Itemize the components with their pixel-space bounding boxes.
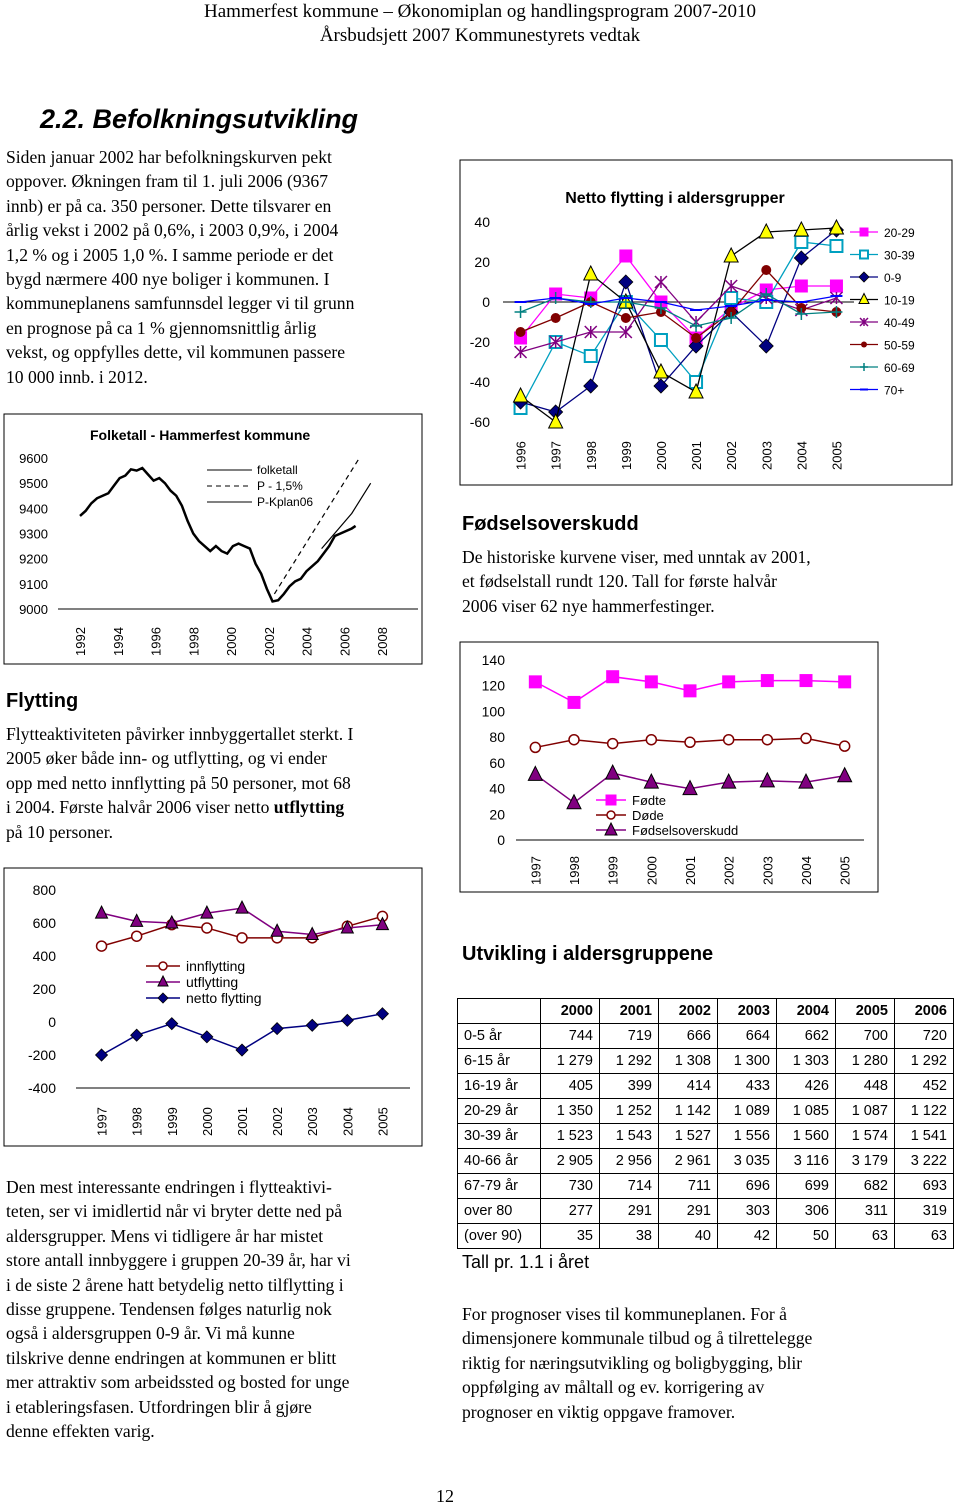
text-line: også i aldersgruppen 0-9 år. Vi må kunne	[6, 1323, 295, 1344]
x-tick-label: 1998	[567, 856, 582, 885]
y-tick-label: 20	[489, 806, 505, 823]
x-tick-label: 2005	[829, 441, 845, 470]
x-tick-label: 2008	[375, 627, 390, 656]
data-point	[376, 1008, 388, 1020]
table-cell: 711	[659, 1174, 718, 1199]
data-point	[551, 313, 561, 323]
table-cell: 277	[541, 1199, 600, 1224]
data-point	[801, 733, 811, 743]
y-tick-label: 120	[481, 677, 505, 694]
x-tick-label: 2001	[235, 1107, 250, 1136]
x-tick-label: 2000	[653, 441, 669, 470]
text-line: Flytteaktiviteten påvirker innbyggertallet sterkt. I	[6, 724, 354, 744]
text-line: i de siste 2 årene hatt betydelig netto tilflytting i	[6, 1274, 344, 1295]
table-cell: 433	[718, 1074, 777, 1099]
y-tick-label: 200	[32, 981, 56, 997]
data-point	[341, 1014, 353, 1026]
x-tick-label: 2006	[337, 627, 353, 656]
table-cell: 291	[600, 1199, 659, 1224]
y-tick-label: 600	[32, 915, 56, 931]
y-tick-label: 9100	[19, 576, 48, 592]
data-point	[271, 1023, 283, 1035]
table-header-cell: 2003	[718, 999, 777, 1024]
data-point	[761, 265, 771, 275]
legend-label: 60-69	[884, 361, 915, 375]
series-line	[521, 294, 837, 326]
data-point	[800, 675, 812, 687]
y-tick-label: 9000	[19, 602, 48, 617]
x-tick-label: 1999	[164, 1107, 180, 1136]
table-cell: 1 574	[836, 1124, 895, 1149]
table-cell: 2 961	[659, 1149, 718, 1174]
table-header-cell: 2006	[895, 999, 954, 1024]
text-line: en prognose på ca 1 % gjennomsnittlig årlig	[6, 317, 317, 338]
data-point	[725, 292, 737, 304]
y-tick-label: -60	[469, 414, 490, 430]
data-point	[619, 275, 633, 289]
text-line: dimensjonere kommunale tilbud og å tilrettelegge	[462, 1328, 813, 1349]
y-tick-label: 140	[481, 652, 505, 668]
table-cell: 1 523	[541, 1124, 600, 1149]
legend-label: folketall	[257, 463, 298, 477]
table-cell: 696	[718, 1174, 777, 1199]
legend-label: P-Kplan06	[257, 495, 314, 509]
x-tick-label: 1999	[618, 441, 634, 470]
data-point	[529, 676, 541, 688]
x-tick-label: 1996	[513, 441, 529, 470]
table-cell: 452	[895, 1074, 954, 1099]
x-tick-label: 1999	[605, 856, 621, 885]
y-tick-label: 800	[32, 882, 56, 898]
table-cell: 35	[541, 1224, 600, 1249]
text-line: aldersgrupper. Mens vi tidligere år har mistet	[6, 1225, 324, 1246]
x-tick-label: 2002	[270, 1107, 286, 1136]
text-line: i etableringsfasen. Utfordringen blir å gjøre	[6, 1396, 312, 1417]
table-header-cell: 2001	[600, 999, 659, 1024]
data-point	[585, 350, 597, 362]
row-label: 67-79 år	[458, 1174, 541, 1199]
y-tick-label: -200	[27, 1047, 56, 1063]
x-tick-label: 2005	[837, 856, 853, 885]
legend-marker	[158, 976, 168, 986]
legend-marker	[158, 993, 168, 1003]
legend-marker	[159, 962, 167, 970]
table-cell: 2 956	[600, 1149, 659, 1174]
data-point	[568, 696, 580, 708]
data-point	[621, 313, 631, 323]
table-cell: 38	[600, 1224, 659, 1249]
x-tick-label: 2000	[224, 627, 239, 656]
table-cell: 1 279	[541, 1049, 600, 1074]
document-header-line2: Årsbudsjett 2007 Kommunestyrets vedtak	[319, 25, 641, 46]
data-point	[514, 388, 528, 402]
text-line: vekst, og oppfylles dette, vil kommunen passere	[6, 342, 346, 363]
table-cell: 311	[836, 1199, 895, 1224]
row-label: 16-19 år	[458, 1074, 541, 1099]
x-tick-label: 2000	[644, 856, 660, 885]
data-point	[691, 333, 701, 343]
x-tick-label: 1994	[110, 627, 126, 656]
data-point	[236, 1044, 248, 1056]
table-cell: 730	[541, 1174, 600, 1199]
data-point	[237, 933, 247, 943]
y-tick-label: 0	[48, 1014, 56, 1030]
legend-label: 20-29	[884, 226, 915, 240]
data-point	[684, 685, 696, 697]
x-tick-label: 2004	[340, 1107, 356, 1136]
data-point	[549, 414, 563, 428]
table-header-cell: 2005	[836, 999, 895, 1024]
data-point	[567, 795, 581, 809]
data-point	[515, 306, 527, 318]
x-tick-label: 2004	[799, 856, 814, 885]
table-cell: 1 560	[777, 1124, 836, 1149]
data-point	[795, 280, 807, 292]
series-line	[322, 483, 371, 548]
text-line: 1,2 % og i 2005 1,0 %. I samme periode er det	[6, 244, 334, 265]
text-line: kommuneplanens samfunnsdel legger vi til grunn	[6, 293, 355, 314]
data-point	[646, 735, 656, 745]
data-point	[838, 768, 852, 782]
aldersgrupper-heading: Utvikling i aldersgruppene	[462, 943, 714, 965]
table-cell: 306	[777, 1199, 836, 1224]
data-point	[759, 224, 773, 238]
data-point	[530, 742, 540, 752]
chart-title: Netto flytting i aldersgrupper	[565, 190, 785, 207]
y-tick-label: 9300	[19, 526, 48, 542]
row-label: 6-15 år	[458, 1049, 541, 1074]
flytting-heading: Flytting	[6, 690, 79, 712]
data-point	[722, 774, 736, 788]
table-cell: 1 527	[659, 1124, 718, 1149]
row-label: 0-5 år	[458, 1024, 541, 1049]
x-tick-label: 2001	[683, 856, 698, 885]
data-point	[306, 1019, 318, 1031]
table-cell: 1 087	[836, 1099, 895, 1124]
y-tick-label: -400	[27, 1080, 56, 1096]
data-point	[607, 671, 619, 683]
y-tick-label: 80	[489, 729, 505, 746]
table-cell: 3 179	[836, 1149, 895, 1174]
data-point	[724, 735, 734, 745]
text-line: denne effekten varig.	[6, 1421, 155, 1442]
text-line: riktig for næringsutvikling og boligbygging, blir	[462, 1352, 803, 1373]
data-point	[795, 236, 807, 248]
x-tick-label: 1992	[73, 627, 88, 656]
page-number: 12	[436, 1486, 454, 1506]
y-tick-label: -20	[469, 334, 490, 350]
legend-label: netto flytting	[186, 990, 262, 1006]
table-cell: 63	[836, 1224, 895, 1249]
table-cell: 1 556	[718, 1124, 777, 1149]
table-cell: 1 541	[895, 1124, 954, 1149]
legend-marker	[859, 294, 869, 304]
x-tick-label: 1998	[186, 627, 202, 656]
table-cell: 40	[659, 1224, 718, 1249]
data-point	[645, 676, 657, 688]
y-tick-label: 40	[474, 214, 490, 230]
data-point	[685, 737, 695, 747]
legend-label: Fødte	[632, 793, 666, 808]
data-point	[830, 306, 842, 318]
data-point	[96, 1049, 108, 1061]
series-line	[521, 296, 837, 310]
x-tick-label: 2002	[721, 856, 737, 885]
row-label: (over 90)	[458, 1224, 541, 1249]
table-cell: 414	[659, 1074, 718, 1099]
text-line: Den mest interessante endringen i flytteaktivi-	[6, 1177, 332, 1197]
series-line	[521, 270, 837, 338]
text-line: opp med netto innflytting på 50 personer, mot 68	[6, 772, 351, 793]
table-cell: 1 089	[718, 1099, 777, 1124]
y-tick-label: -40	[469, 374, 490, 390]
text-line: Siden januar 2002 har befolkningskurven pekt	[6, 147, 332, 167]
table-cell: 1 543	[600, 1124, 659, 1149]
data-point	[840, 741, 850, 751]
y-tick-label: 100	[481, 703, 505, 720]
legend-marker	[860, 363, 868, 371]
text-line: disse gruppene. Tendensen følges naturlig nok	[6, 1299, 332, 1320]
text-line: oppover. Økningen fram til 1. juli 2006 (9367	[6, 171, 329, 192]
legend-marker	[859, 272, 869, 282]
text-line: mer attraktiv som arbeidssted og bosted for unge	[6, 1372, 350, 1393]
section-title: 2.2. Befolkningsutvikling	[40, 104, 359, 134]
data-point	[584, 266, 598, 280]
text-line: prognoser en viktig oppgave framover.	[462, 1401, 736, 1422]
text-line: tilskrive denne endringen at kommunen er blitt	[6, 1347, 337, 1368]
x-tick-label: 2002	[724, 441, 740, 470]
document-header-line1: Hammerfest kommune – Økonomiplan og handlingsprogram 2007-2010	[204, 1, 756, 22]
bold-word: utflytting	[273, 797, 345, 818]
table-cell: 1 142	[659, 1099, 718, 1124]
x-tick-label: 2003	[759, 441, 775, 470]
table-header-cell: 2002	[659, 999, 718, 1024]
x-tick-label: 2003	[760, 856, 776, 885]
chart-frame	[460, 642, 878, 892]
legend-label: P - 1,5%	[257, 479, 303, 493]
text-segment: i 2004. Første halvår 2006 viser netto	[6, 797, 274, 818]
table-cell: 720	[895, 1024, 954, 1049]
table-cell: 662	[777, 1024, 836, 1049]
x-tick-label: 1997	[548, 441, 564, 470]
data-point	[166, 1018, 178, 1030]
text-line: store antall innbyggere i gruppen 20-39 år, har vi	[6, 1250, 351, 1271]
legend-label: 30-39	[884, 248, 915, 263]
table-cell: 50	[777, 1224, 836, 1249]
legend-label: 0-9	[884, 271, 902, 285]
chart-frame	[4, 414, 422, 664]
data-point	[97, 941, 107, 951]
text-line: et fødselstall rundt 120. Tall for første halvår	[462, 571, 778, 592]
text-line: De historiske kurvene viser, med unntak av 2001,	[462, 547, 811, 567]
x-tick-label: 2003	[305, 1107, 321, 1136]
text-line: oppfølging av måltall og ev. korrigering av	[462, 1377, 765, 1398]
data-point	[794, 251, 808, 265]
row-label: 30-39 år	[458, 1124, 541, 1149]
series-line	[521, 230, 837, 412]
text-line: innb) er på ca. 350 personer. Dette tilsvarer en	[6, 195, 332, 216]
table-cell: 664	[718, 1024, 777, 1049]
legend-marker	[860, 251, 868, 259]
row-label: over 80	[458, 1199, 541, 1224]
data-point	[132, 931, 142, 941]
y-tick-label: 40	[489, 780, 505, 797]
data-point	[271, 924, 283, 936]
table-cell: 42	[718, 1224, 777, 1249]
text-line: på 10 personer.	[6, 821, 113, 842]
table-cell: 319	[895, 1199, 954, 1224]
x-tick-label: 1997	[94, 1107, 110, 1136]
y-tick-label: 9400	[19, 501, 48, 517]
chart-frame	[460, 160, 952, 485]
table-cell: 399	[600, 1074, 659, 1099]
legend-marker	[607, 811, 615, 819]
data-point	[794, 222, 808, 236]
table-cell: 1 292	[895, 1049, 954, 1074]
data-point	[528, 766, 542, 780]
table-cell: 1 308	[659, 1049, 718, 1074]
data-point	[620, 250, 632, 262]
data-point	[723, 676, 735, 688]
text-line: bygd nærmere 400 nye boliger i kommunen. I	[6, 269, 330, 290]
text-line: årlig vekst i 2002 på 0,6%, i 2003 0,9%, i 2004	[6, 220, 339, 241]
data-point	[690, 320, 702, 332]
table-cell: 666	[659, 1024, 718, 1049]
y-tick-label: 9500	[19, 476, 48, 492]
legend-label: 70+	[884, 383, 905, 398]
chart-frame	[4, 868, 422, 1146]
table-cell: 291	[659, 1199, 718, 1224]
x-tick-label: 2004	[299, 627, 315, 656]
data-point	[608, 739, 618, 749]
data-point	[516, 327, 526, 337]
x-tick-label: 2005	[375, 1107, 391, 1136]
legend-label: Fødselsoverskudd	[632, 823, 739, 838]
table-cell: 3 035	[718, 1149, 777, 1174]
text-line: teten, ser vi imidlertid når vi bryter dette ned på	[6, 1201, 343, 1222]
table-cell: 3 116	[777, 1149, 836, 1174]
table-cell: 693	[895, 1174, 954, 1199]
series-line	[80, 468, 356, 601]
text-line: For prognoser vises til kommuneplanen. For å	[462, 1304, 787, 1324]
y-tick-label: 9600	[19, 451, 48, 466]
data-point	[724, 248, 738, 262]
table-cell: 1 300	[718, 1049, 777, 1074]
text-line: 2006 viser 62 nye hammerfestinger.	[462, 595, 715, 616]
data-point	[569, 735, 579, 745]
table-cell: 700	[836, 1024, 895, 1049]
x-tick-label: 2004	[794, 441, 810, 470]
x-tick-label: 1997	[528, 856, 544, 885]
legend-label: 50-59	[884, 338, 915, 353]
x-tick-label: 2001	[689, 441, 705, 470]
table-header-cell: 2000	[541, 999, 600, 1024]
table-cell: 714	[600, 1174, 659, 1199]
table-cell: 3 222	[895, 1149, 954, 1174]
data-point	[830, 240, 842, 252]
y-tick-label: 9200	[19, 551, 48, 567]
data-point	[201, 1031, 213, 1043]
legend-marker	[861, 342, 867, 348]
y-tick-label: 400	[32, 948, 56, 964]
data-point	[131, 1029, 143, 1041]
table-cell: 2 905	[541, 1149, 600, 1174]
row-label: 20-29 år	[458, 1099, 541, 1124]
data-point	[830, 292, 842, 304]
table-cell: 1 122	[895, 1099, 954, 1124]
data-point	[96, 906, 108, 918]
data-point	[202, 923, 212, 933]
x-tick-label: 1998	[583, 441, 599, 470]
data-point	[830, 280, 842, 292]
x-tick-label: 1998	[129, 1107, 145, 1136]
data-point	[515, 346, 527, 358]
data-point	[606, 765, 620, 779]
data-point	[839, 676, 851, 688]
x-tick-label: 2002	[261, 627, 277, 656]
y-tick-label: 60	[489, 754, 505, 771]
table-cell: 426	[777, 1074, 836, 1099]
table-cell: 1 303	[777, 1049, 836, 1074]
table-caption: Tall pr. 1.1 i året	[462, 1252, 590, 1272]
table-cell: 682	[836, 1174, 895, 1199]
legend-label: 10-19	[884, 293, 915, 308]
row-label: 40-66 år	[458, 1149, 541, 1174]
table-cell: 1 252	[600, 1099, 659, 1124]
table-cell: 448	[836, 1074, 895, 1099]
chart-title: Folketall - Hammerfest kommune	[90, 427, 311, 443]
table-cell: 1 280	[836, 1049, 895, 1074]
x-tick-label: 1996	[148, 627, 164, 656]
table-cell: 699	[777, 1174, 836, 1199]
text-line: 2005 øker både inn- og utflytting, og vi ender	[6, 748, 328, 769]
table-cell: 719	[600, 1024, 659, 1049]
y-tick-label: 20	[474, 254, 490, 270]
text-line: 10 000 innb. i 2012.	[6, 366, 148, 387]
table-cell: 744	[541, 1024, 600, 1049]
data-point	[760, 773, 774, 787]
x-tick-label: 2000	[199, 1107, 215, 1136]
data-point	[725, 280, 737, 292]
legend-label: Døde	[632, 808, 664, 823]
data-point	[584, 379, 598, 393]
fodsel-heading: Fødselsoverskudd	[462, 513, 639, 535]
legend-marker	[606, 795, 616, 805]
data-point	[829, 220, 843, 234]
table-cell: 405	[541, 1074, 600, 1099]
y-tick-label: 0	[497, 832, 505, 848]
data-point	[655, 334, 667, 346]
table-header-cell: 2004	[777, 999, 836, 1024]
legend-label: utflytting	[186, 974, 239, 990]
table-cell: 1 085	[777, 1099, 836, 1124]
y-tick-label: 0	[482, 294, 490, 310]
legend-label: 40-49	[884, 316, 915, 330]
table-cell: 1 350	[541, 1099, 600, 1124]
table-cell: 63	[895, 1224, 954, 1249]
data-point	[761, 675, 773, 687]
table-cell: 1 292	[600, 1049, 659, 1074]
data-point	[655, 276, 667, 288]
legend-marker	[605, 823, 617, 835]
data-point	[762, 735, 772, 745]
table-cell: 303	[718, 1199, 777, 1224]
legend-label: innflytting	[186, 958, 246, 974]
legend-marker	[860, 228, 868, 236]
data-point	[236, 901, 248, 913]
